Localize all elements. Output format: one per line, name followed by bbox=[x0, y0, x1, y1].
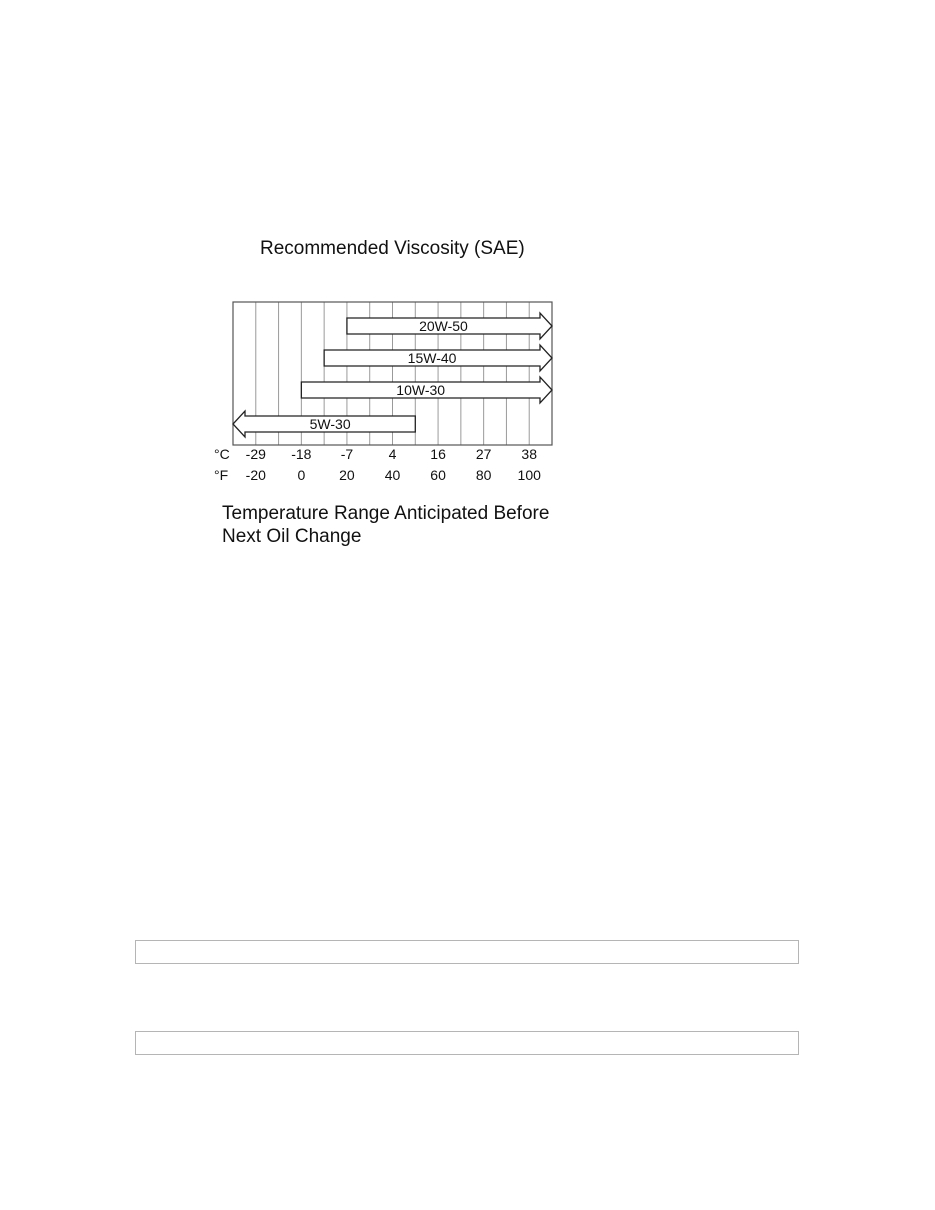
fahrenheit-tick-label: 40 bbox=[384, 467, 401, 483]
empty-field-1 bbox=[135, 940, 799, 964]
celsius-unit-label: °C bbox=[214, 446, 230, 462]
viscosity-chart bbox=[200, 290, 560, 490]
celsius-tick-label: 27 bbox=[475, 446, 492, 462]
celsius-tick-label: 38 bbox=[521, 446, 538, 462]
series-label: 10W-30 bbox=[396, 382, 446, 398]
series-label: 20W-50 bbox=[419, 318, 468, 334]
chart-title: Recommended Viscosity (SAE) bbox=[260, 238, 525, 259]
series-label: 15W-40 bbox=[407, 350, 457, 366]
fahrenheit-tick-label: 0 bbox=[297, 467, 306, 483]
fahrenheit-tick-label: -20 bbox=[245, 467, 266, 483]
chart-caption bbox=[222, 502, 549, 548]
series-label: 5W-30 bbox=[309, 416, 351, 432]
empty-field-2 bbox=[135, 1031, 799, 1055]
celsius-tick-label: -7 bbox=[340, 446, 354, 462]
celsius-tick-label: 16 bbox=[430, 446, 446, 462]
fahrenheit-tick-label: 100 bbox=[517, 467, 541, 483]
fahrenheit-unit-label: °F bbox=[214, 467, 229, 483]
celsius-tick-label: -29 bbox=[245, 446, 266, 462]
celsius-tick-label: -18 bbox=[291, 446, 312, 462]
celsius-tick-label: 4 bbox=[388, 446, 397, 462]
fahrenheit-tick-label: 20 bbox=[339, 467, 355, 483]
fahrenheit-tick-label: 60 bbox=[430, 467, 446, 483]
fahrenheit-tick-label: 80 bbox=[475, 467, 492, 483]
caption-line-2: Next Oil Change bbox=[222, 526, 362, 547]
caption-line-1: Temperature Range Anticipated Before bbox=[222, 503, 550, 524]
